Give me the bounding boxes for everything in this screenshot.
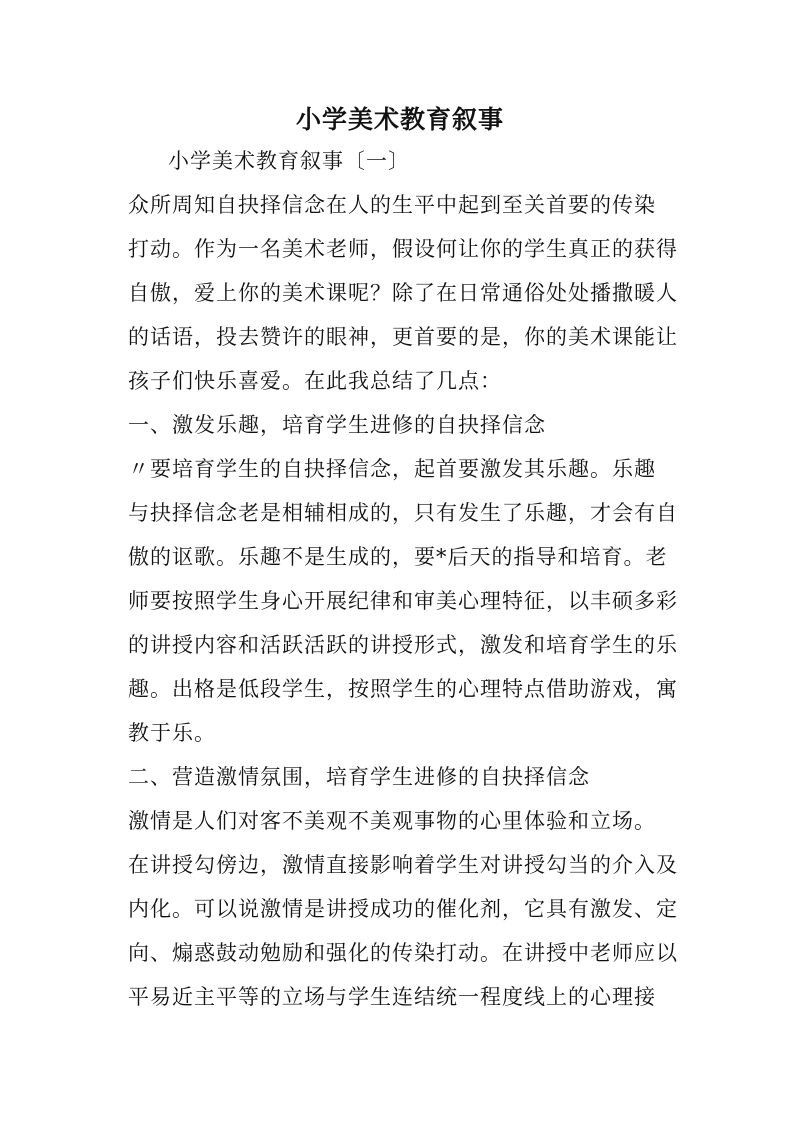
document-subtitle: 小学美术教育叙事〔一〕 (168, 149, 410, 173)
section-heading-2: 二、营造激情氛围，培育学生进修的自抉择信念 (128, 765, 590, 789)
paragraph-line: 内化。可以说激情是讲授成功的催化剂，它具有激发、定 (128, 897, 678, 921)
paragraph-line: 向、煽惑鼓动勉励和强化的传染打动。在讲授中老师应以 (128, 941, 678, 965)
paragraph-line: 教于乐。 (128, 721, 216, 745)
paragraph-line: 的讲授内容和活跃活跃的讲授形式，激发和培育学生的乐 (128, 633, 678, 657)
paragraph-line: 的话语，投去赞许的眼神，更首要的是，你的美术课能让 (128, 325, 678, 349)
paragraph-line: 傲的讴歌。乐趣不是生成的，要*后天的指导和培育。老 (128, 545, 668, 569)
paragraph-line: 与抉择信念老是相辅相成的，只有发生了乐趣，才会有自 (128, 501, 678, 525)
section-heading-1: 一、激发乐趣，培育学生进修的自抉择信念 (128, 413, 546, 437)
paragraph-line: 〃要培育学生的自抉择信念，起首要激发其乐趣。乐趣 (128, 457, 656, 481)
paragraph-line: 激情是人们对客不美观不美观事物的心里体验和立场。 (128, 809, 656, 833)
paragraph-line: 趣。出格是低段学生，按照学生的心理特点借助游戏，寓 (128, 677, 678, 701)
paragraph-line: 平易近主平等的立场与学生连结统一程度线上的心理接 (128, 985, 656, 1009)
paragraph-line: 师要按照学生身心开展纪律和审美心理特征，以丰硕多彩 (128, 589, 678, 613)
paragraph-line: 打动。作为一名美术老师，假设何让你的学生真正的获得 (128, 237, 678, 261)
paragraph-line: 孩子们快乐喜爱。在此我总结了几点： (128, 369, 502, 393)
paragraph-line: 自傲，爱上你的美术课呢？除了在日常通俗处处播撒暖人 (128, 281, 678, 305)
paragraph-line: 在讲授勾傍边，激情直接影响着学生对讲授勾当的介入及 (128, 853, 678, 877)
paragraph-line: 众所周知自抉择信念在人的生平中起到至关首要的传染 (128, 193, 656, 217)
document-title: 小学美术教育叙事 (295, 105, 504, 134)
